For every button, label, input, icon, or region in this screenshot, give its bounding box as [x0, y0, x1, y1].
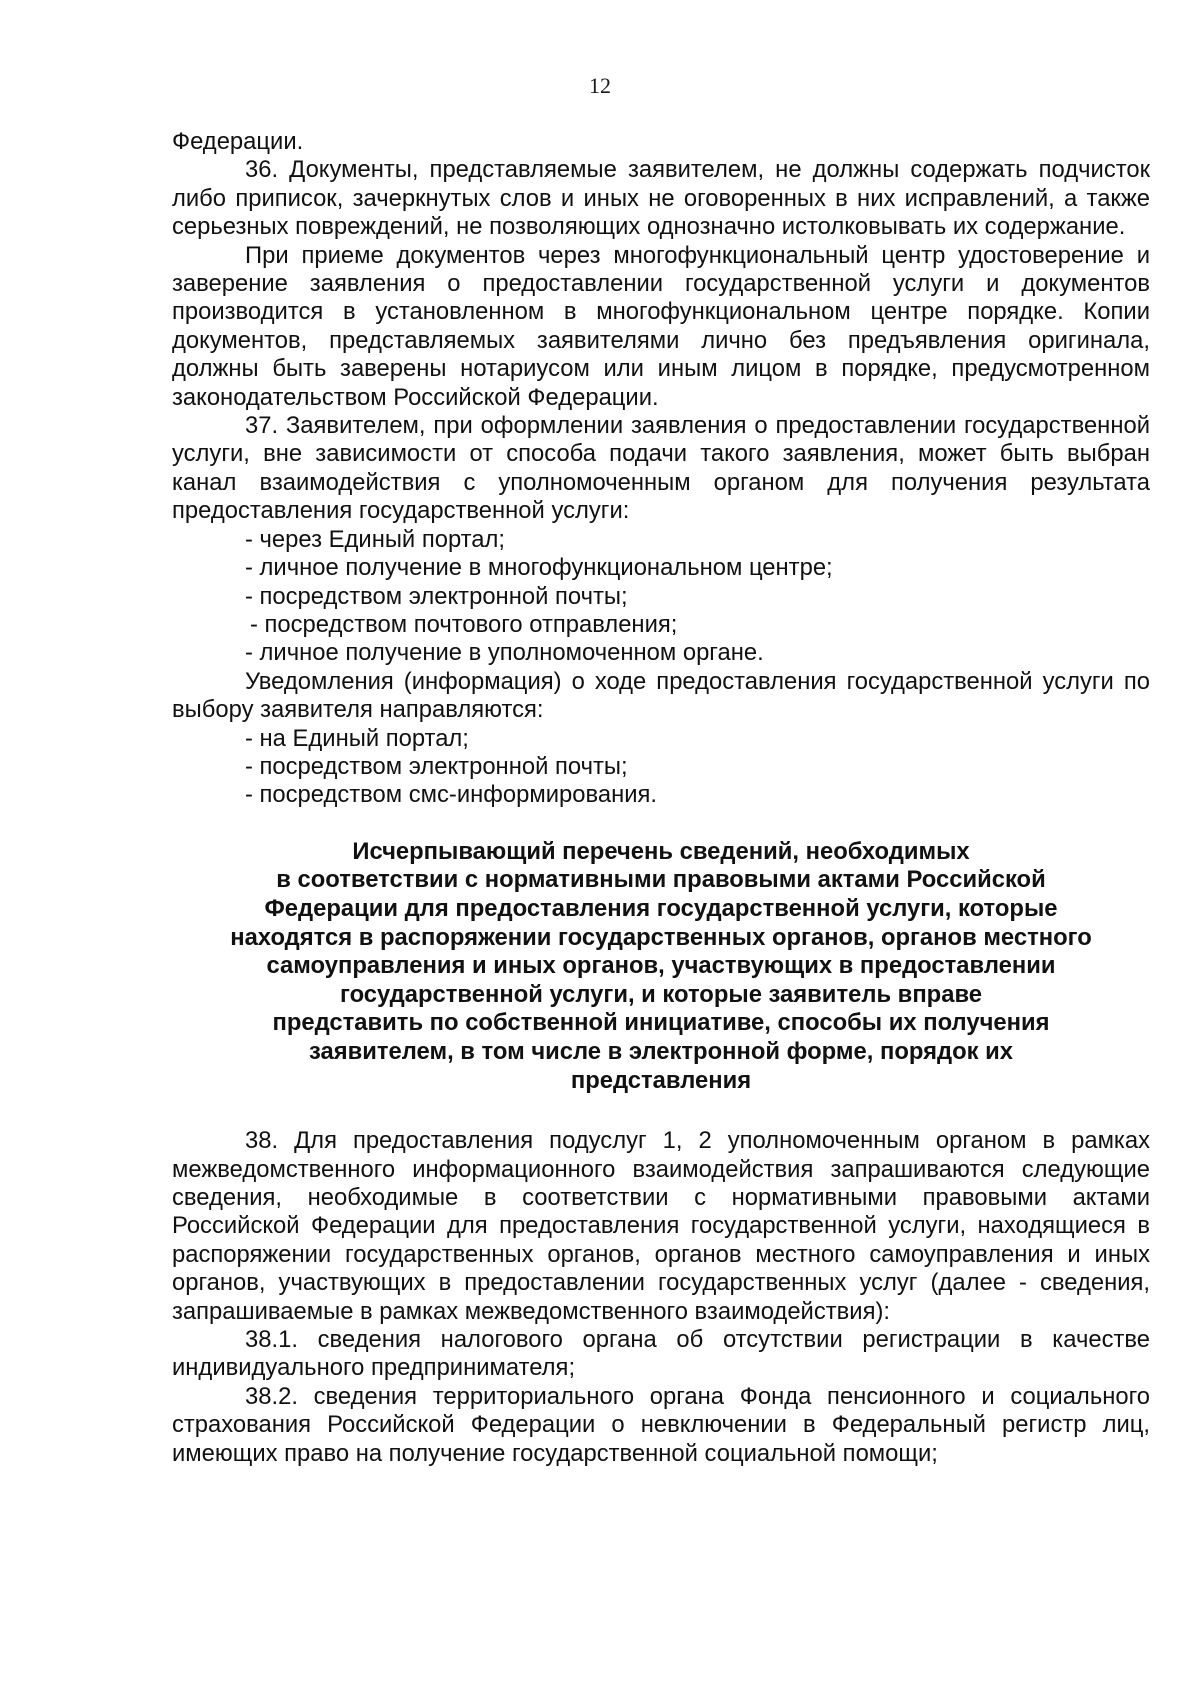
heading-line: заявителем, в том числе в электронной форме, порядок их [308, 1037, 1014, 1065]
paragraph-36: 36. Документы, представляемые заявителем, не должны содержать подчисток либо приписок, зачеркнутых слов и иных не оговоренных в них исправлений, а также серьезных повреждений, не позволяющих однозначно истолковывать их содержание. [172, 156, 1150, 241]
page-number: 12 [589, 73, 611, 98]
heading-line: представить по собственной инициативе, способы их получения [272, 1009, 1050, 1037]
list-item: - посредством смс-информирования. [245, 781, 657, 809]
heading-line: Федерации для предоставления государственной услуги, которые [264, 894, 1058, 922]
list-item: - посредством электронной почты; [245, 582, 628, 610]
heading-line: государственной услуги, и которые заявитель вправе [339, 980, 983, 1008]
paragraph-38: 38. Для предоставления подуслуг 1, 2 уполномоченным органом в рамках межведомственного информационного взаимодействия запрашиваются следующие сведения, необходимые в соответствии с нормативными правовыми актами Российской Федерации для предоставления государственной услуги, находящиеся в распоряжении государственных органов, органов местного самоуправления и иных органов, участвующих в предоставлении государственных услуг (далее - сведения, запрашиваемые в рамках межведомственного взаимодействия): [172, 1127, 1150, 1325]
heading-line: находятся в распоряжении государственных органов, органов местного [230, 923, 1092, 951]
list-item: - через Единый портал; [245, 525, 506, 553]
heading-line: Исчерпывающий перечень сведений, необходимых [352, 837, 970, 865]
heading-line: представления [570, 1066, 752, 1094]
paragraph-continuation: Федерации. [172, 128, 304, 155]
paragraph-36-mfc: При приеме документов через многофункциональный центр удостоверение и заверение заявления о предоставлении государственной услуги и документов производится в установленном в многофункциональном центре порядке. Копии документов, представляемых заявителями лично без предъявления оригинала, должны быть заверены нотариусом или иным лицом в порядке, предусмотренном законодательством Российской Федерации. [172, 241, 1150, 411]
list-item: - посредством почтового отправления; [250, 610, 678, 638]
paragraph-37: 37. Заявителем, при оформлении заявления о предоставлении государственной услуги, вне зависимости от способа подачи такого заявления, может быть выбран канал взаимодействия с уполномоченным органом для получения результата предоставления государственной услуги: [172, 412, 1150, 525]
section-heading [172, 838, 1150, 1095]
paragraph-38-2: 38.2. сведения территориального органа Фонда пенсионного и социального страхования Российской Федерации о невключении в Федеральный регистр лиц, имеющих право на получение государственной социальной помощи; [172, 1382, 1150, 1467]
heading-line: в соответствии с нормативными правовыми актами Российской [276, 866, 1046, 894]
paragraph-38-1: 38.1. сведения налогового органа об отсутствии регистрации в качестве индивидуального предпринимателя; [172, 1325, 1150, 1382]
heading-line: самоуправления и иных органов, участвующих в предоставлении [266, 952, 1056, 980]
list-item: - на Единый портал; [245, 724, 469, 752]
list-item: - личное получение в уполномоченном органе. [245, 639, 764, 667]
list-item: - посредством электронной почты; [245, 752, 628, 780]
paragraph-notifications: Уведомления (информация) о ходе предоставления государственной услуги по выбору заявителя направляются: [172, 667, 1150, 724]
document-body [172, 128, 1150, 1468]
list-item: - личное получение в многофункциональном центре; [245, 554, 833, 582]
